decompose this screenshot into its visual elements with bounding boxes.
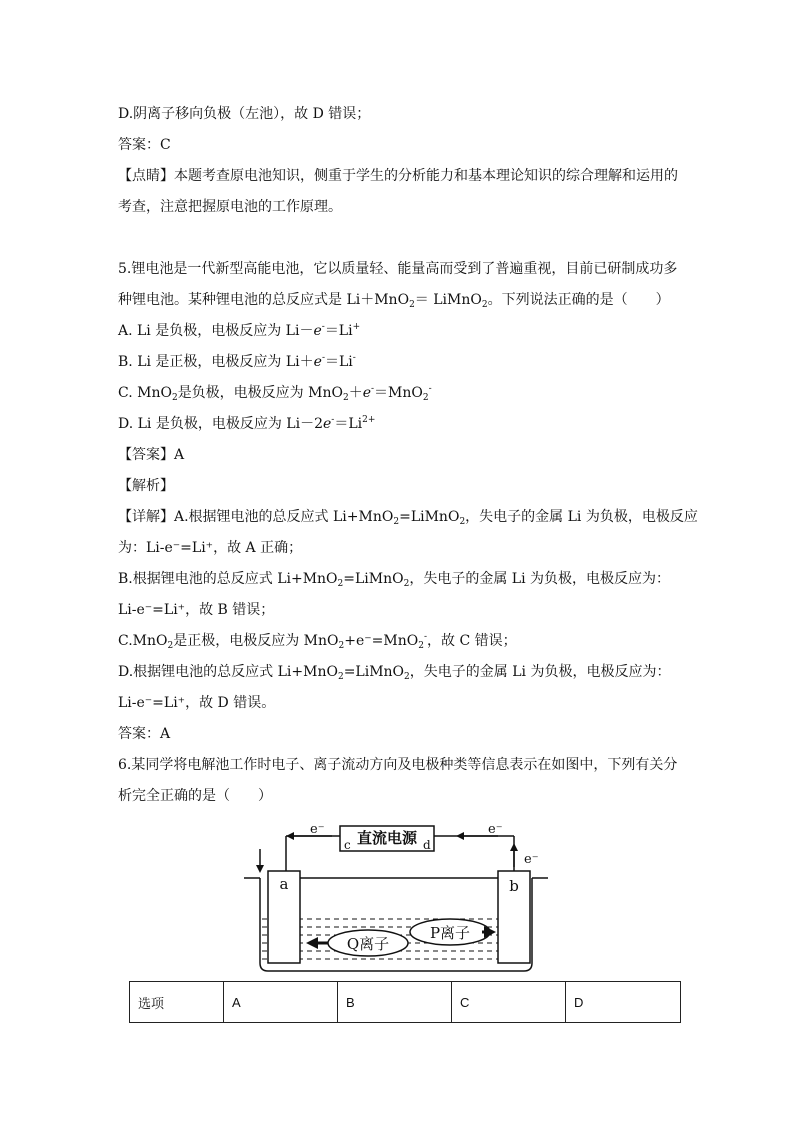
table-header-cell: 选项 [130,982,224,1023]
detail-b-line-1: B.根据锂电池的总反应式 Li+MnO$_2$=LiMnO$_2$，失电子的金属 Li 为负极，电极反应为： [118,571,671,589]
table-cell-c: C [452,982,566,1023]
question-6-line-1: 6.某同学将电解池工作时电子、离子流动方向及电极种类等信息表示在如图中，下列有关分 [118,757,678,773]
electron-label-right: e⁻ [488,823,503,837]
question-6-line-2: 析完全正确的是（ ） [118,788,272,804]
detail-c-line: C.MnO$_2$是正极，电极反应为 MnO$_2$+e⁻=MnO$_2$-，故 C 错误； [118,632,517,651]
q-ion-arrowhead [306,937,318,949]
electrode-a-label: a [279,875,289,893]
detail-d-line-2: Li-e⁻=Li⁺，故 D 错误。 [118,695,276,711]
question-5-line-1: 5.锂电池是一代新型高能电池，它以质量轻、能量高而受到了普遍重视，目前已研制成功多 [118,261,678,277]
answer-label: 【答案】A [118,447,185,463]
comment-line-1: 【点睛】本题考查原电池知识，侧重于学生的分析能力和基本理论知识的综合理解和运用的 [118,168,678,184]
option-a: A. Li 是负极，电极反应为 Li－e-＝Li+ [118,322,361,339]
analysis-label: 【解析】 [118,478,174,494]
table-cell-a: A [224,982,338,1023]
terminal-d: d [423,838,431,852]
option-b: B. Li 是正极，电极反应为 Li＋e-＝Li- [118,353,356,370]
electron-arrowhead-a [256,865,264,873]
detail-a-line-2: 为：Li-e⁻=Li⁺，故 A 正确； [118,540,303,556]
electron-arrowhead-left [286,832,294,840]
detail-b-line-2: Li-e⁻=Li⁺，故 B 错误； [118,602,275,618]
option-c: C. MnO$_2$是负极，电极反应为 MnO$_2$＋e-＝MnO$_2$- [118,384,432,403]
electron-arrowhead-b [510,843,518,851]
table-cell-d: D [566,982,681,1023]
electron-arrowhead-right [456,832,464,840]
container-bottom [260,963,532,971]
detail-a-line-1: 【详解】A.根据锂电池的总反应式 Li+MnO$_2$=LiMnO$_2$，失电子的金属 Li 为负极，电极反应 [118,509,698,527]
previous-answer: 答案：C [118,137,171,153]
comment-line-2: 考查，注意把握原电池的工作原理。 [118,199,342,215]
options-table [129,981,681,1023]
terminal-c: c [344,838,351,852]
table-cell-b: B [338,982,452,1023]
electrode-b-label: b [509,877,519,895]
power-supply-label: 直流电源 [356,829,418,847]
question-5-line-2: 种锂电池。某种锂电池的总反应式是 Li＋MnO$_2$＝ LiMnO$_2$。下列说法正确的是（ ） [118,292,670,310]
table-row [130,982,681,1023]
electron-label-b: e⁻ [524,852,539,867]
detail-d-line-1: D.根据锂电池的总反应式 Li+MnO$_2$=LiMnO$_2$，失电子的金属 Li 为负极，电极反应为： [118,664,671,682]
p-ion-arrowhead [484,926,496,938]
p-ion-label: P离子 [429,924,471,942]
final-answer: 答案：A [118,726,171,742]
previous-answer-d: D.阴离子移向负极（左池），故 D 错误； [118,106,371,122]
option-d: D. Li 是负极，电极反应为 $Li-2e^-=Li^{2+}$ [118,415,376,432]
electrolysis-diagram [240,823,552,975]
q-ion-label: Q离子 [346,935,390,953]
electron-label-left: e⁻ [310,823,325,837]
